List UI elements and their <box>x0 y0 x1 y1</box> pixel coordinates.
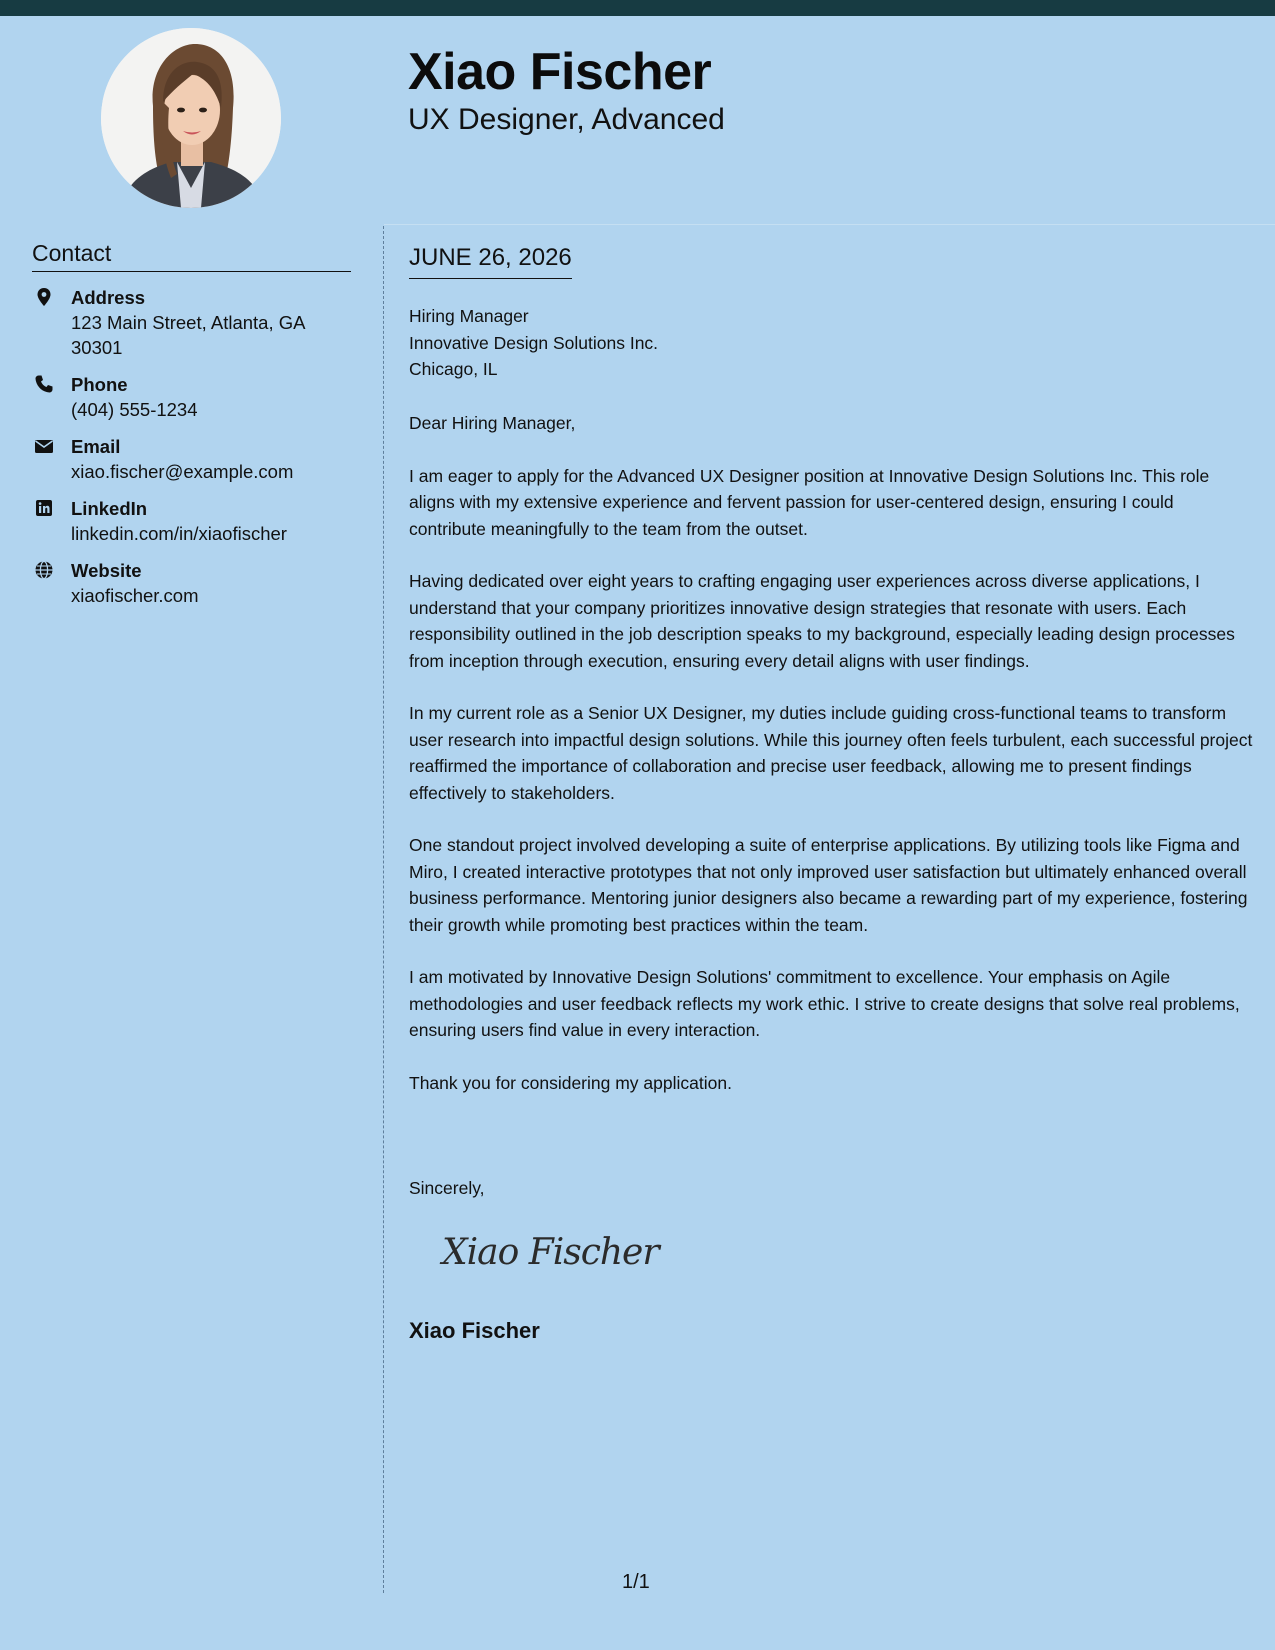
recipient-line: Hiring Manager <box>409 306 529 326</box>
envelope-icon <box>34 436 54 456</box>
body-paragraph: In my current role as a Senior UX Designer, my duties include guiding cross-functional teams to transform user research into impactful design solutions. While this journey often feels turbulent, each successful project reaffirmed the importance of collaboration and precise user feedback, allowing me to present findings effectively to stakeholders. <box>409 703 1253 803</box>
contact-item-linkedin <box>32 496 352 546</box>
contact-label: Phone <box>71 374 128 395</box>
closing: Sincerely, <box>409 1178 485 1198</box>
linkedin-icon <box>34 498 54 518</box>
signer-name: Xiao Fischer <box>409 1318 540 1343</box>
contact-value: xiaofischer.com <box>71 585 199 606</box>
candidate-title: UX Designer, Advanced <box>408 103 725 136</box>
phone-icon <box>34 374 54 394</box>
contact-item-phone <box>32 372 352 422</box>
recipient-block <box>409 303 658 383</box>
header-divider <box>384 224 1275 225</box>
letter-date: JUNE 26, 2026 <box>409 244 572 279</box>
page-number: 1/1 <box>622 1571 650 1593</box>
candidate-name: Xiao Fischer <box>408 43 712 101</box>
body-paragraph: I am motivated by Innovative Design Solutions' commitment to excellence. Your emphasis on Agile methodologies and user feedback reflects my work ethic. I strive to create designs that solve real problems, ensuring users find value in every interaction. <box>409 967 1240 1040</box>
portrait-image <box>101 28 281 208</box>
contact-value: xiao.fischer@example.com <box>71 461 294 482</box>
contact-value: (404) 555-1234 <box>71 399 198 420</box>
contact-heading: Contact <box>32 240 351 272</box>
profile-photo <box>101 28 281 208</box>
globe-icon <box>34 560 54 580</box>
recipient-line: Innovative Design Solutions Inc. <box>409 332 659 353</box>
body-paragraph: I am eager to apply for the Advanced UX Designer position at Innovative Design Solutions Inc. This role aligns with my extensive experience and fervent passion for user-centered design, ensuring I could contribute meaningfully to the team from the outset. <box>409 465 1210 539</box>
location-pin-icon <box>34 287 54 307</box>
column-divider <box>383 226 384 1593</box>
contact-label: LinkedIn <box>71 498 148 519</box>
contact-item-website <box>32 558 352 608</box>
top-accent-bar <box>0 0 1275 16</box>
handwritten-signature: Xiao Fischer <box>442 1232 659 1273</box>
body-paragraph: Having dedicated over eight years to crafting engaging user experiences across diverse applications, I understand that your company prioritizes innovative design strategies that resonate with users. Each responsibility outlined in the job description speaks to my background, especially leading design processes from inception through execution, ensuring every detail aligns with user findings. <box>409 571 1235 671</box>
recipient-line: Chicago, IL <box>409 359 498 379</box>
greeting: Dear Hiring Manager, <box>409 413 576 433</box>
contact-label: Address <box>71 287 146 308</box>
contact-value: linkedin.com/in/xiaofischer <box>71 523 287 544</box>
contact-label: Email <box>71 436 121 457</box>
contact-value: 123 Main Street, Atlanta, GA 30301 <box>71 312 305 358</box>
contact-item-address <box>32 285 352 360</box>
letter-body <box>409 410 1254 1122</box>
contact-item-email <box>32 434 352 484</box>
contact-list <box>32 285 352 620</box>
thank-you-line: Thank you for considering my application. <box>409 1072 732 1093</box>
body-paragraph: One standout project involved developing a suite of enterprise applications. By utilizing tools like Figma and Miro, I created interactive prototypes that not only improved user satisfaction but ultimately enhanced overall business performance. Mentoring junior designers also became a rewarding part of my experience, fostering their growth while promoting best practices within the team. <box>409 835 1248 935</box>
contact-label: Website <box>71 560 142 581</box>
